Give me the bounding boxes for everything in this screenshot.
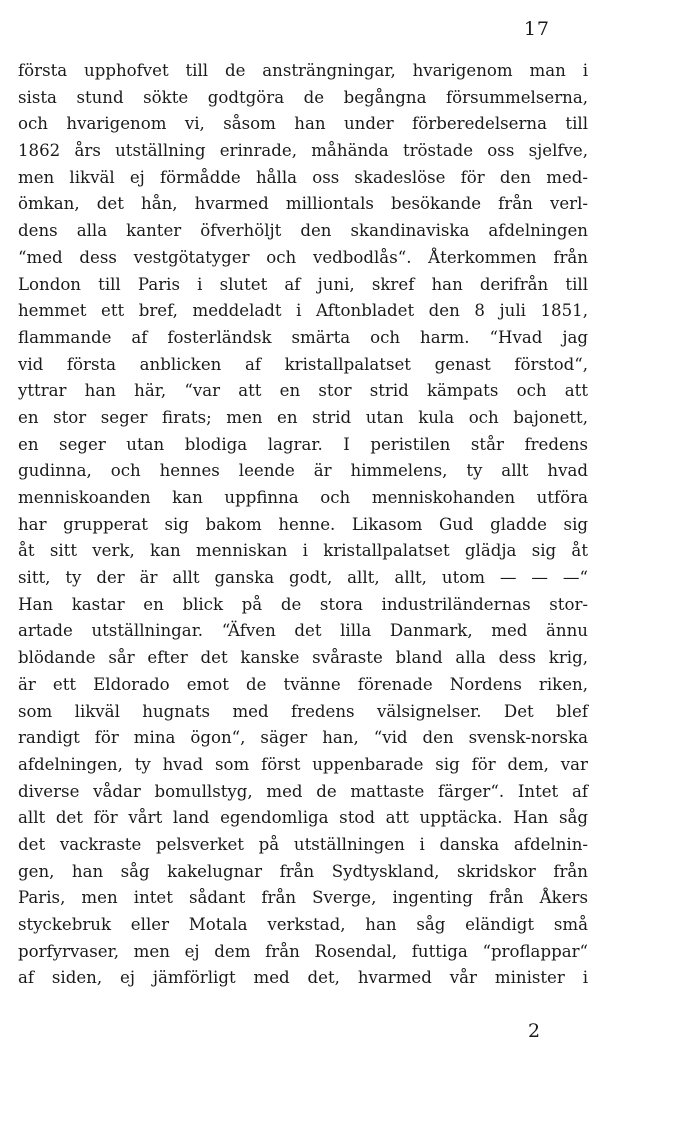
text-line: men likväl ej förmådde hålla oss skadeslöse för den med- [18,167,588,187]
text-line: flammande af fosterländsk smärta och harm. “Hvad jag [18,327,588,347]
text-line: 1862 års utställning erinrade, måhända tröstade oss sjelfve, [18,141,588,161]
text-line: yttrar han här, “var att en stor strid kämpats och att [18,381,588,401]
text-line: af siden, ej jämförligt med det, hvarmed vår minister i [18,968,588,988]
text-line: åt sitt verk, kan menniskan i kristallpalatset glädja sig åt [18,541,588,561]
text-line: Paris, men intet sådant från Sverge, ingenting från Åkers [18,888,588,908]
text-line: det vackraste pelsverket på utställningen i danska afdelnin- [18,834,588,854]
text-line: sitt, ty der är allt ganska godt, allt, allt, utom — — —“ [18,568,588,588]
signature-mark: 2 [528,1020,541,1042]
text-line: diverse vådar bomullstyg, med de mattaste färger“. Intet af [18,781,588,801]
text-line: blödande sår efter det kanske svåraste bland alla dess krig, [18,648,588,668]
text-line: ömkan, det hån, hvarmed milliontals besökande från verl- [18,194,588,214]
text-line: och hvarigenom vi, såsom han under förberedelserna till [18,114,588,134]
text-line: menniskoanden kan uppfinna och menniskohanden utföra [18,488,588,507]
text-line: en stor seger firats; men en strid utan kula och bajonett, [18,407,588,427]
text-line: styckebruk eller Motala verkstad, han såg eländigt små [18,915,588,934]
body-text [18,58,588,992]
page-number: 17 [523,18,550,40]
text-line: allt det för vårt land egendomliga stod att upptäcka. Han såg [18,808,588,828]
text-line: “med dess vestgötatyger och vedbodlås“. Återkommen från [18,247,588,267]
text-line: London till Paris i slutet af juni, skref han derifrån till [18,274,588,294]
text-line: gudinna, och hennes leende är himmelens, ty allt hvad [18,461,588,481]
text-line: en seger utan blodiga lagrar. I peristilen står fredens [18,434,588,454]
text-line: porfyrvaser, men ej dem från Rosendal, futtiga “proflappar“ [18,941,588,961]
text-line: hemmet ett bref, meddeladt i Aftonbladet den 8 juli 1851, [18,301,588,321]
text-line: som likväl hugnats med fredens välsignelser. Det blef [18,701,588,721]
text-line: gen, han såg kakelugnar från Sydtyskland, skridskor från [18,861,588,881]
text-line: första upphofvet till de ansträngningar, hvarigenom man i [18,61,588,80]
text-line: Han kastar en blick på de stora industriländernas stor- [18,594,588,614]
text-line: artade utställningar. “Äfven det lilla Danmark, med ännu [18,621,588,641]
text-line: dens alla kanter öfverhöljt den skandinaviska afdelningen [18,221,588,241]
text-line: randigt för mina ögon“, säger han, “vid den svensk-norska [18,728,588,748]
text-line: är ett Eldorado emot de tvänne förenade Nordens riken, [18,674,588,694]
text-line: vid första anblicken af kristallpalatset genast förstod“, [18,354,588,374]
text-line: sista stund sökte godtgöra de begångna försummelserna, [18,87,588,107]
text-line: afdelningen, ty hvad som först uppenbarade sig för dem, var [18,754,588,774]
text-line: har grupperat sig bakom henne. Likasom Gud gladde sig [18,514,588,534]
